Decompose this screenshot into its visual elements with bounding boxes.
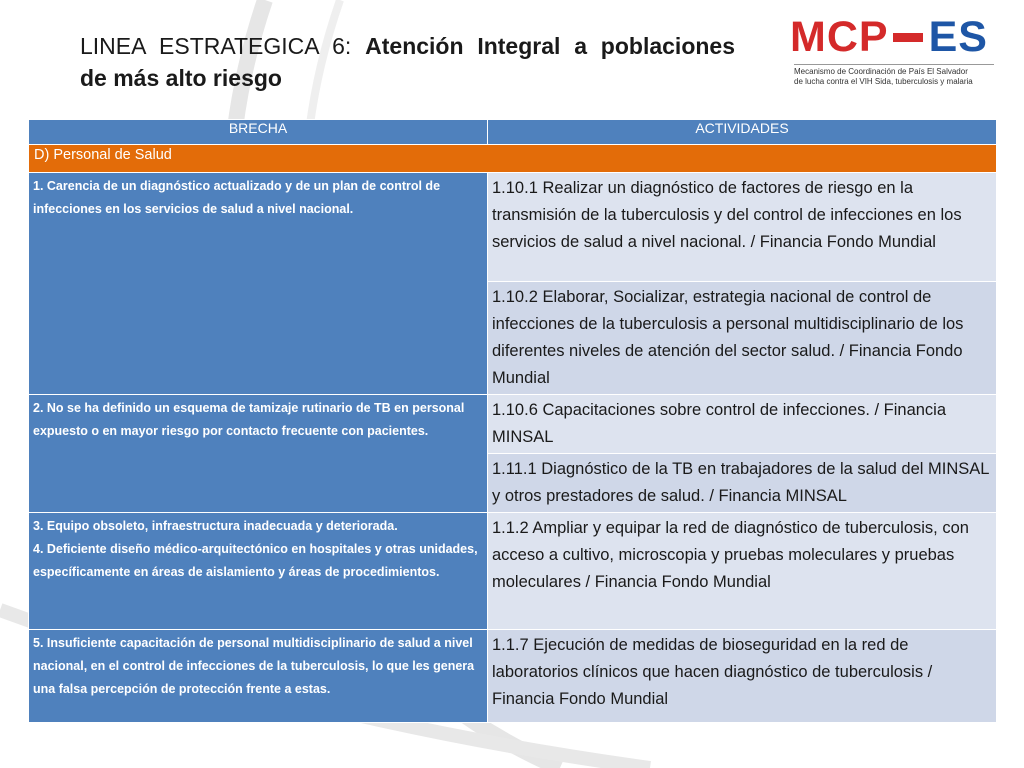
mcp-es-logo <box>790 14 1005 94</box>
brecha-cell: 5. Insuficiente capacitación de personal multidisciplinario de salud a nivel nacional, en el control de infecciones de la tuberculosis, lo que les genera una falsa percepción de protección frente a estas. <box>29 630 488 723</box>
column-header-actividades: ACTIVIDADES <box>488 120 997 145</box>
logo-mark-right: ES <box>928 12 988 61</box>
actividad-cell: 1.10.2 Elaborar, Socializar, estrategia nacional de control de infecciones de la tuberculosis a personal multidisciplinario de los diferentes niveles de atención del sector salud. / Financia Fondo Mundial <box>488 282 997 395</box>
strategy-table <box>28 119 997 723</box>
table-header-row <box>29 120 997 145</box>
title-line-2: de más alto riesgo <box>80 65 282 91</box>
brecha-cell: 2. No se ha definido un esquema de tamizaje rutinario de TB en personal expuesto o en mayor riesgo por contacto frecuente con pacientes. <box>29 395 488 513</box>
section-row <box>29 145 997 173</box>
logo-divider <box>794 64 994 65</box>
brecha-cell: 1. Carencia de un diagnóstico actualizado y de un plan de control de infecciones en los servicios de salud a nivel nacional. <box>29 173 488 395</box>
table-row <box>29 395 997 454</box>
actividad-cell: 1.1.7 Ejecución de medidas de bioseguridad en la red de laboratorios clínicos que hacen diagnóstico de tuberculosis / Financia Fondo Mundial <box>488 630 997 723</box>
table-row <box>29 173 997 282</box>
logo-wordmark <box>790 14 1005 60</box>
actividad-cell: 1.1.2 Ampliar y equipar la red de diagnóstico de tuberculosis, con acceso a cultivo, microscopia y pruebas moleculares y pruebas moleculares / Financia Fondo Mundial <box>488 513 997 630</box>
slide-title <box>80 30 735 94</box>
actividad-cell: 1.10.6 Capacitaciones sobre control de infecciones. / Financia MINSAL <box>488 395 997 454</box>
section-label: D) Personal de Salud <box>29 145 997 173</box>
actividad-cell: 1.10.1 Realizar un diagnóstico de factores de riesgo en la transmisión de la tuberculosis y del control de infecciones en los servicios de salud a nivel nacional. / Financia Fondo Mundial <box>488 173 997 282</box>
actividad-cell: 1.11.1 Diagnóstico de la TB en trabajadores de la salud del MINSAL y otros prestadores de salud. / Financia MINSAL <box>488 454 997 513</box>
title-line-1: LINEA ESTRATEGICA 6: Atención Integral a poblaciones <box>80 33 735 59</box>
logo-dash <box>893 33 923 42</box>
logo-mark-left: MCP <box>790 12 889 61</box>
brecha-cell: 3. Equipo obsoleto, infraestructura inadecuada y deteriorada. 4. Deficiente diseño médico-arquitectónico en hospitales y otras unidades, específicamente en áreas de aislamiento y áreas de procedimientos. <box>29 513 488 630</box>
table-row <box>29 630 997 723</box>
logo-subtitle: Mecanismo de Coordinación de País El Salvador de lucha contra el VIH Sida, tuberculosis y malaria <box>794 67 973 86</box>
column-header-brecha: BRECHA <box>29 120 488 145</box>
table-row <box>29 513 997 630</box>
